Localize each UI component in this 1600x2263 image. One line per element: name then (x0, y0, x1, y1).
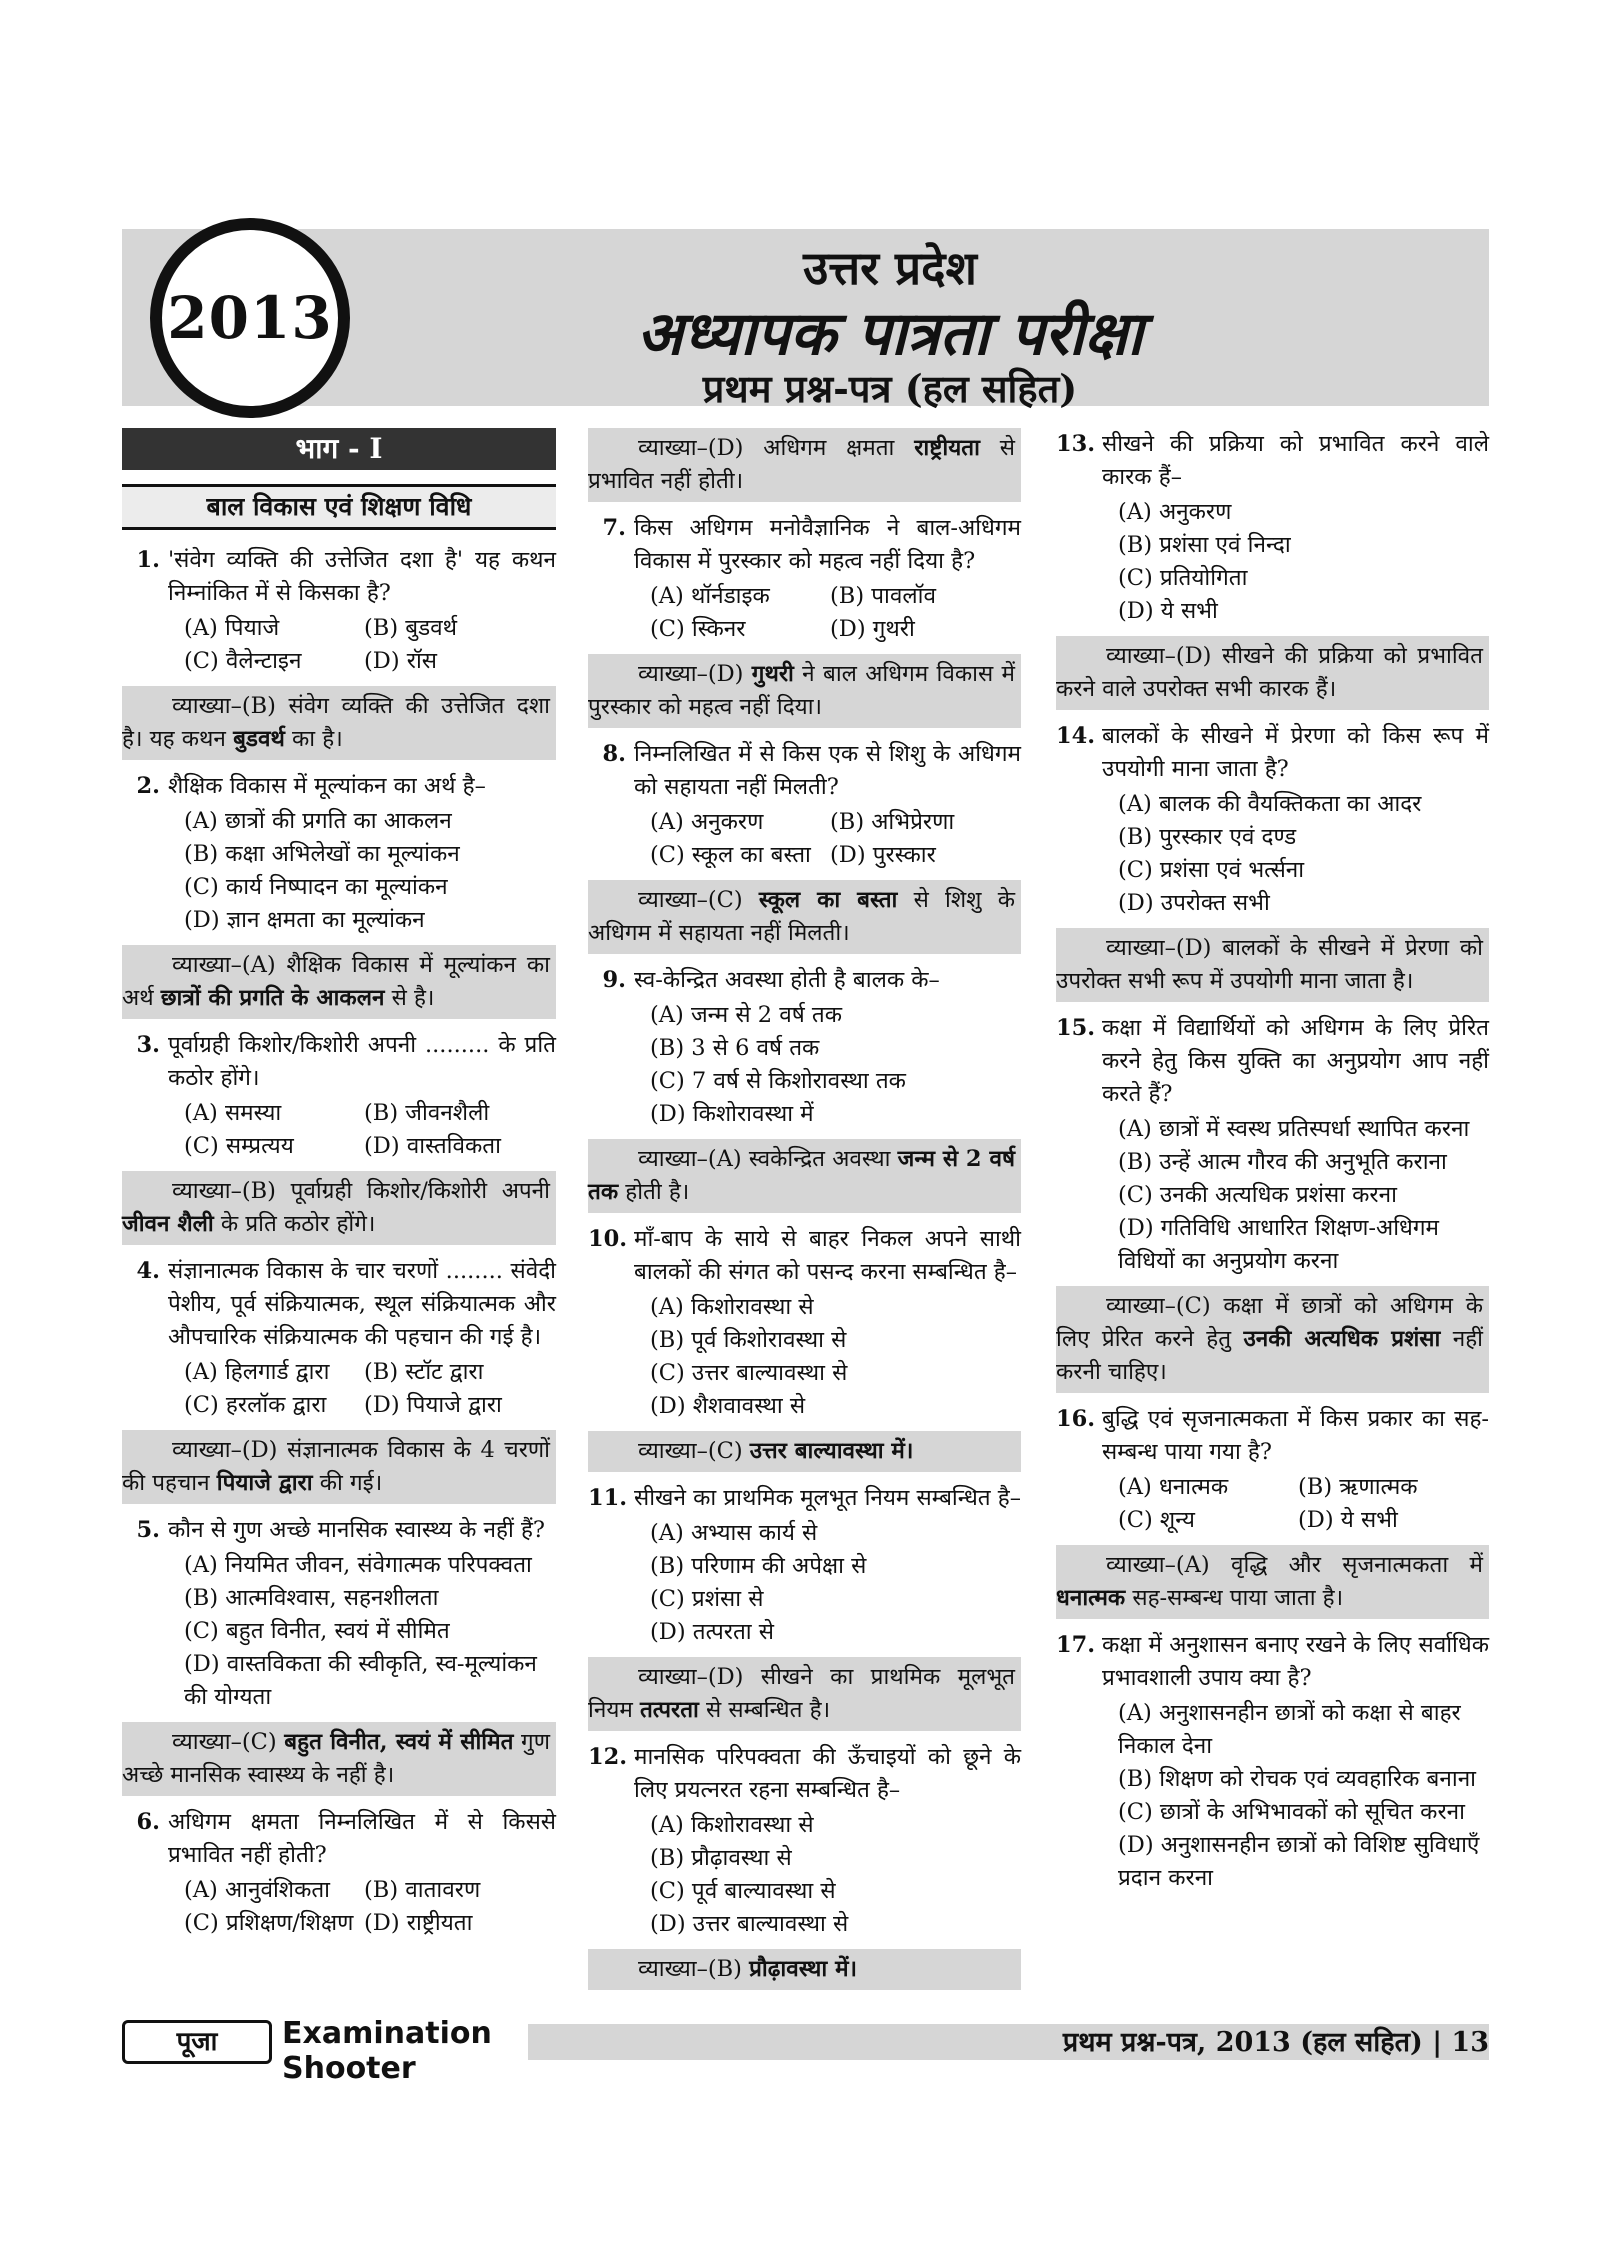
column-3 (1056, 428, 1489, 1903)
answer-7: व्याख्या–(D) गुथरी ने बाल अधिगम विकास में पुरस्कार को महत्व नहीं दिया। (588, 654, 1021, 728)
options-1: (A) पियाजे (B) बुडवर्थ (C) वैलेन्टाइन (D) रॉस (184, 615, 458, 674)
question-15: 15. कक्षा में विद्यार्थियों को अधिगम के लिए प्रेरित करने हेतु किस युक्ति का अनुप्रयोग आप नहीं करते हैं? (1056, 1015, 1489, 1107)
answer-5: व्याख्या–(C) बहुत विनीत, स्वयं में सीमित गुण अच्छे मानसिक स्वास्थ्य के नहीं है। (122, 1722, 556, 1796)
options-11: (A) अभ्यास कार्य से (B) परिणाम की अपेक्षा से (C) प्रशंसा से (D) तत्परता से (650, 1520, 867, 1645)
year-text: 2013 (167, 284, 333, 352)
options-8: (A) अनुकरण (B) अभिप्रेरणा (C) स्कूल का बस्ता (D) पुरस्कार (650, 809, 955, 868)
question-16: 16. बुद्धि एवं सृजनात्मकता में किस प्रकार का सह-सम्बन्ध पाया गया है? (1056, 1406, 1489, 1465)
question-14: 14. बालकों के सीखने में प्रेरणा को किस रूप में उपयोगी माना जाता है? (1056, 723, 1489, 782)
page-footer: प्रथम प्रश्न-पत्र, 2013 (हल सहित) | 13 (1062, 2027, 1489, 2058)
options-7: (A) थॉर्नडाइक (B) पावलॉव (C) स्किनर (D) गुथरी (650, 583, 936, 642)
options-13: (A) अनुकरण (B) प्रशंसा एवं निन्दा (C) प्रतियोगिता (D) ये सभी (1118, 499, 1291, 624)
logo-subtitle: Examination Shooter (282, 2016, 492, 2086)
question-12: 12. मानसिक परिपक्वता की ऊँचाइयों को छूने के लिए प्रयत्नरत रहना सम्बन्धित है– (588, 1744, 1021, 1803)
question-4: 4. संज्ञानात्मक विकास के चार चरणों ........ संवेदी पेशीय, पूर्व संक्रियात्मक, स्थूल संक्रियात्मक और औपचारिक संक्रियात्मक की पहचान की गई है। (136, 1258, 556, 1350)
answer-2: व्याख्या–(A) शैक्षिक विकास में मूल्यांकन का अर्थ छात्रों की प्रगति के आकलन से है। (122, 945, 556, 1019)
logo-mark: पूजा (122, 2020, 272, 2064)
answer-10: व्याख्या–(C) उत्तर बाल्यावस्था में। (588, 1431, 1021, 1472)
answer-1: व्याख्या–(B) संवेग व्यक्ति की उत्तेजित दशा है। यह कथन बुडवर्थ का है। (122, 686, 556, 760)
year-badge (150, 218, 350, 418)
answer-4: व्याख्या–(D) संज्ञानात्मक विकास के 4 चरणों की पहचान पियाजे द्वारा की गई। (122, 1430, 556, 1504)
column-2 (588, 428, 1021, 2000)
question-7: 7. किस अधिगम मनोवैज्ञानिक ने बाल-अधिगम विकास में पुरस्कार को महत्व नहीं दिया है? (602, 515, 1021, 574)
exam-title: अध्यापक पात्रता परीक्षा (637, 299, 1143, 369)
paper-title: प्रथम प्रश्न-पत्र (हल सहित) (702, 366, 1078, 411)
question-2: 2. शैक्षिक विकास में मूल्यांकन का अर्थ है– (136, 773, 486, 799)
question-11: 11. सीखने का प्राथमिक मूलभूत नियम सम्बन्धित है– (588, 1485, 1021, 1511)
answer-15: व्याख्या–(C) कक्षा में छात्रों को अधिगम के लिए प्रेरित करने हेतु उनकी अत्यधिक प्रशंसा नहीं करनी चाहिए। (1056, 1286, 1489, 1393)
options-6: (A) आनुवंशिकता (B) वातावरण (C) प्रशिक्षण/शिक्षण (D) राष्ट्रीयता (184, 1877, 481, 1936)
answer-16: व्याख्या–(A) वृद्धि और सृजनात्मकता में धनात्मक सह-सम्बन्ध पाया जाता है। (1056, 1545, 1489, 1619)
options-10: (A) किशोरावस्था से (B) पूर्व किशोरावस्था से (C) उत्तर बाल्यावस्था से (D) शैशवावस्था से (650, 1294, 848, 1419)
answer-9: व्याख्या–(A) स्वकेन्द्रित अवस्था जन्म से 2 वर्ष तक होती है। (588, 1139, 1021, 1213)
options-15: (A) छात्रों में स्वस्थ प्रतिस्पर्धा स्थापित करना (B) उन्हें आत्म गौरव की अनुभूति कराना (C) उनकी अत्यधिक प्रशंसा करना (D) गतिविधि आधारित शिक्षण-अधिगम विधियों का अनुप्रयोग करना (1118, 1116, 1470, 1274)
question-13: 13. सीखने की प्रक्रिया को प्रभावित करने वाले कारक हैं– (1056, 431, 1489, 490)
publisher-logo (122, 2016, 522, 2086)
answer-11: व्याख्या–(D) सीखने का प्राथमिक मूलभूत नियम तत्परता से सम्बन्धित है। (588, 1657, 1021, 1731)
question-17: 17. कक्षा में अनुशासन बनाए रखने के लिए सर्वाधिक प्रभावशाली उपाय क्या है? (1056, 1632, 1489, 1691)
options-16: (A) धनात्मक (B) ऋणात्मक (C) शून्य (D) ये सभी (1118, 1474, 1418, 1533)
options-4: (A) हिलगार्ड द्वारा (B) स्टॉट द्वारा (C) हरलॉक द्वारा (D) पियाजे द्वारा (184, 1359, 502, 1418)
options-3: (A) समस्या (B) जीवनशैली (C) सम्प्रत्यय (D) वास्तविकता (184, 1100, 501, 1159)
question-3: 3. पूर्वाग्रही किशोर/किशोरी अपनी ......... के प्रति कठोर होंगे। (136, 1032, 556, 1091)
question-9: 9. स्व-केन्द्रित अवस्था होती है बालक के– (602, 967, 940, 993)
state-title: उत्तर प्रदेश (803, 241, 977, 295)
answer-13: व्याख्या–(D) सीखने की प्रक्रिया को प्रभावित करने वाले उपरोक्त सभी कारक हैं। (1056, 636, 1489, 710)
options-9: (A) जन्म से 2 वर्ष तक (B) 3 से 6 वर्ष तक (C) 7 वर्ष से किशोरावस्था तक (D) किशोरावस्था में (650, 1002, 906, 1127)
options-14: (A) बालक की वैयक्तिकता का आदर (B) पुरस्कार एवं दण्ड (C) प्रशंसा एवं भर्त्सना (D) उपरोक्त सभी (1118, 791, 1422, 916)
options-5: (A) नियमित जीवन, संवेगात्मक परिपक्वता (B) आत्मविश्वास, सहनशीलता (C) बहुत विनीत, स्वयं में सीमित (D) वास्तविकता की स्वीकृति, स्व-मूल्यांकन की योग्यता (184, 1552, 537, 1710)
question-5: 5. कौन से गुण अच्छे मानसिक स्वास्थ्य के नहीं हैं? (136, 1517, 545, 1543)
column-1 (122, 428, 556, 1948)
answer-12: व्याख्या–(B) प्रौढ़ावस्था में। (588, 1949, 1021, 1990)
question-1: 1. 'संवेग व्यक्ति की उत्तेजित दशा है' यह कथन निम्नांकित में से किसका है? (136, 547, 556, 606)
question-10: 10. माँ-बाप के साये से बाहर निकल अपने साथी बालकों की संगत को पसन्द करना सम्बन्धित है– (588, 1226, 1021, 1285)
options-2: (A) छात्रों की प्रगति का आकलन (B) कक्षा अभिलेखों का मूल्यांकन (C) कार्य निष्पादन का मूल्यांकन (D) ज्ञान क्षमता का मूल्यांकन (184, 808, 460, 933)
section-title: बाल विकास एवं शिक्षण विधि (122, 484, 556, 530)
answer-3: व्याख्या–(B) पूर्वाग्रही किशोर/किशोरी अपनी जीवन शैली के प्रति कठोर होंगे। (122, 1171, 556, 1245)
options-12: (A) किशोरावस्था से (B) प्रौढ़ावस्था से (C) पूर्व बाल्यावस्था से (D) उत्तर बाल्यावस्था से (650, 1812, 849, 1937)
part-label: भाग - I (122, 428, 556, 470)
options-17: (A) अनुशासनहीन छात्रों को कक्षा से बाहर निकाल देना (B) शिक्षण को रोचक एवं व्यवहारिक बनाना (C) छात्रों के अभिभावकों को सूचित करना (D) अनुशासनहीन छात्रों को विशिष्ट सुविधाएँ प्रदान करना (1118, 1700, 1480, 1891)
question-8: 8. निम्नलिखित में से किस एक से शिशु के अधिगम को सहायता नहीं मिलती? (602, 741, 1021, 800)
answer-6: व्याख्या–(D) अधिगम क्षमता राष्ट्रीयता से प्रभावित नहीं होती। (588, 428, 1021, 502)
answer-14: व्याख्या–(D) बालकों के सीखने में प्रेरणा को उपरोक्त सभी रूप में उपयोगी माना जाता है। (1056, 928, 1489, 1002)
answer-8: व्याख्या–(C) स्कूल का बस्ता से शिशु के अधिगम में सहायता नहीं मिलती। (588, 880, 1021, 954)
question-6: 6. अधिगम क्षमता निम्नलिखित में से किससे प्रभावित नहीं होती? (136, 1809, 556, 1868)
